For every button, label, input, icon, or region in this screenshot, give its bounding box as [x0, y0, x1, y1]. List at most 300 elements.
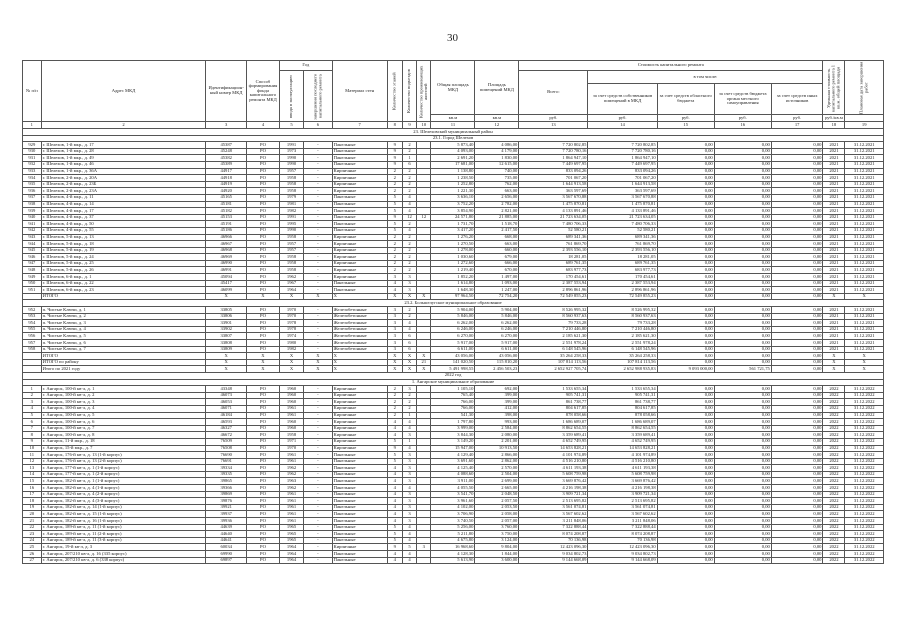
table-cell: 11 — [23, 452, 42, 459]
table-cell: 6 246,00 — [431, 326, 475, 333]
table-cell: 683 977,73 — [519, 267, 588, 274]
col-number: 6 — [304, 122, 333, 129]
table-cell: 4 101 974,89 — [588, 452, 657, 459]
table-cell — [417, 471, 431, 478]
table-row — [23, 194, 884, 201]
table-cell: 7 — [23, 425, 42, 432]
col-header-local: за счет средств бюджета органа местного самоуправления — [714, 84, 771, 115]
table-cell: РО — [247, 234, 280, 241]
table-row — [23, 181, 884, 188]
table-cell: РО — [247, 148, 280, 155]
table-cell: 76690 — [206, 452, 247, 459]
col-header-area-total: Общая площадь МКД — [431, 61, 475, 115]
table-cell: 5 211,80 — [431, 531, 475, 538]
table-cell: 0,00 — [714, 175, 771, 182]
table-cell: 31.12.2022 — [845, 511, 884, 518]
table-cell: - — [304, 471, 333, 478]
table-cell: г. Шелехов, 5-й мкр., д. 24 — [41, 254, 206, 261]
table-cell: 3 909 721,34 — [519, 491, 588, 498]
table-cell: 363 597,69 — [588, 188, 657, 195]
table-cell: 18 281,05 — [588, 254, 657, 261]
table-cell: РО — [247, 504, 280, 511]
table-cell: 4 — [402, 208, 416, 215]
table-cell: 3 — [402, 478, 416, 485]
col-header-plan-date: Плановая дата завершения работ — [845, 61, 884, 115]
table-cell: 33806 — [206, 313, 247, 320]
table-cell: 2 — [387, 168, 402, 175]
table-cell: 2021 — [823, 313, 845, 320]
table-cell: 3 — [402, 386, 416, 393]
table-cell: 0,00 — [657, 214, 714, 221]
table-cell: 0,00 — [714, 181, 771, 188]
table-cell — [417, 234, 431, 241]
table-cell: 3 752,20 — [431, 201, 475, 208]
table-cell: 2 080,00 — [475, 432, 519, 439]
table-cell: 39921 — [206, 504, 247, 511]
table-cell: 0,00 — [657, 208, 714, 215]
table-cell: 2022 — [823, 511, 845, 518]
table-cell: Кирпичные — [332, 412, 387, 419]
table-cell: РО — [247, 161, 280, 168]
table-cell: 1 238,50 — [431, 175, 475, 182]
unit-rub: руб. — [519, 115, 588, 122]
table-cell: 5 608 759,98 — [519, 471, 588, 478]
col-number: 1 — [23, 122, 42, 129]
table-cell: - — [304, 148, 333, 155]
table-cell — [417, 491, 431, 498]
table-cell: 46968 — [206, 247, 247, 254]
table-cell: 70 136,98 — [519, 537, 588, 544]
table-cell: X — [206, 353, 247, 360]
table-cell: 0,00 — [657, 168, 714, 175]
table-cell: г. Ангарск, 189-й кв-л, д. 11 (3-й корпус) — [41, 537, 206, 544]
table-cell: 0,00 — [714, 254, 771, 261]
table-cell: 1979 — [279, 194, 303, 201]
table-row — [23, 412, 884, 419]
table-cell: 4 516 210,80 — [519, 458, 588, 465]
table-cell: 931 — [23, 155, 42, 162]
total-row — [23, 366, 884, 373]
table-cell: 0,00 — [657, 267, 714, 274]
table-cell: 45094 — [206, 274, 247, 281]
table-cell: 1965 — [279, 537, 303, 544]
table-cell: 0,00 — [771, 307, 823, 314]
table-cell: Панельные — [332, 201, 387, 208]
table-cell: 0,00 — [714, 280, 771, 287]
table-cell: 3 417,20 — [431, 227, 475, 234]
table-cell: 1961 — [279, 511, 303, 518]
table-cell: 0,00 — [714, 155, 771, 162]
table-cell: X — [206, 293, 247, 300]
table-cell: г. Шелехов, 5-й мкр., д. 25 — [41, 260, 206, 267]
table-cell — [417, 320, 431, 327]
table-cell: 76508 — [206, 445, 247, 452]
table-cell: 2 — [402, 392, 416, 399]
table-cell: 31.12.2022 — [845, 419, 884, 426]
table-cell: 97 964,50 — [431, 293, 475, 300]
table-cell: 31.12.2021 — [845, 254, 884, 261]
table-cell: 44918 — [206, 175, 247, 182]
table-cell: 941 — [23, 221, 42, 228]
table-cell: 5 904,00 — [431, 307, 475, 314]
table-cell: 8 074 208,87 — [519, 531, 588, 538]
table-cell: 39366 — [206, 485, 247, 492]
table-cell: 45165 — [206, 194, 247, 201]
table-cell: 0,00 — [657, 432, 714, 439]
table-row — [23, 267, 884, 274]
col-number: 19 — [845, 122, 884, 129]
table-cell: X — [247, 293, 280, 300]
table-cell: X — [823, 366, 845, 373]
table-cell: - — [304, 386, 333, 393]
table-cell: РО — [247, 326, 280, 333]
table-cell: 2 — [387, 241, 402, 248]
table-cell: г. Шелехов, 4-й мкр., д. 11 — [41, 194, 206, 201]
table-cell: 1970 — [279, 307, 303, 314]
table-cell: г. Ангарск, 182-й кв-л, д. 4 (1-й корпус) — [41, 485, 206, 492]
table-cell: Панельные — [332, 194, 387, 201]
table-cell: Панельные — [332, 452, 387, 459]
table-cell: 2 691,20 — [431, 155, 475, 162]
table-cell: 1 644 913,58 — [519, 181, 588, 188]
table-cell: 0,00 — [771, 267, 823, 274]
table-cell: X — [206, 359, 247, 366]
table-cell: 3 909 721,34 — [588, 491, 657, 498]
table-cell: 18 281,05 — [519, 254, 588, 261]
table-cell: 7 480 706,33 — [519, 221, 588, 228]
col-number: 4 — [247, 122, 280, 129]
total-row — [23, 293, 884, 300]
table-cell: 2021 — [823, 234, 845, 241]
table-cell: 31.12.2022 — [845, 425, 884, 432]
table-cell: РО — [247, 386, 280, 393]
table-cell: 1961 — [279, 452, 303, 459]
table-cell: 2 504,00 — [475, 471, 519, 478]
table-cell: 115 810,20 — [475, 359, 519, 366]
col-header-unit-cost: Удельная стоимость капитального ремонта 1 кв.м. общей площади — [823, 61, 845, 115]
unit-m2: кв.м — [475, 115, 519, 122]
table-cell: 31.12.2021 — [845, 346, 884, 353]
table-cell: г. Ангарск, 100-й кв-л, д. 6 — [41, 419, 206, 426]
table-cell: 0,00 — [657, 293, 714, 300]
table-cell: 31.12.2021 — [845, 287, 884, 294]
table-cell: 31.12.2021 — [845, 194, 884, 201]
table-cell: 0,00 — [714, 419, 771, 426]
table-cell: 948 — [23, 267, 42, 274]
table-cell: 0,00 — [714, 214, 771, 221]
table-cell: 2 456 503,23 — [475, 366, 519, 373]
table-cell: 2 — [387, 399, 402, 406]
section-title: 23.1. Город Шелехов — [23, 135, 884, 142]
table-cell: 804 617,85 — [588, 405, 657, 412]
table-cell — [417, 260, 431, 267]
col-number: 5 — [279, 122, 303, 129]
table-cell: 31.12.2022 — [845, 412, 884, 419]
table-cell: 4 125,40 — [431, 465, 475, 472]
table-cell: 6 — [23, 419, 42, 426]
table-cell: 399,00 — [475, 399, 519, 406]
table-cell: 8 — [23, 432, 42, 439]
table-cell: 934 — [23, 175, 42, 182]
table-cell: РО — [247, 307, 280, 314]
table-cell: 3 — [402, 280, 416, 287]
table-cell: 3 999,00 — [431, 425, 475, 432]
table-cell: 679,00 — [475, 254, 519, 261]
table-cell: 2 896 861,96 — [519, 287, 588, 294]
table-cell: Панельные — [332, 208, 387, 215]
col-header-year-last: завершения последнего капитального ремонта — [304, 71, 333, 122]
table-cell: 31.12.2022 — [845, 557, 884, 564]
table-cell: 0,00 — [771, 359, 823, 366]
table-cell: 44919 — [206, 181, 247, 188]
table-cell: 0,00 — [714, 531, 771, 538]
table-cell: 3 — [402, 498, 416, 505]
table-cell: 3 567 602,62 — [588, 511, 657, 518]
table-cell: 31.12.2021 — [845, 313, 884, 320]
table-cell: 21 885,00 — [475, 214, 519, 221]
table-cell: 0,00 — [657, 478, 714, 485]
table-cell: 0,00 — [714, 544, 771, 551]
table-cell: 950 — [23, 280, 42, 287]
table-cell: 1 247,00 — [475, 287, 519, 294]
table-cell: 0,00 — [657, 498, 714, 505]
table-cell: г. Ангарск, 182-й кв-л, д. 15 (1-й корпус) — [41, 511, 206, 518]
table-cell: 5 — [387, 438, 402, 445]
table-cell: 0,00 — [714, 412, 771, 419]
table-cell: 4 — [402, 445, 416, 452]
table-cell: 0,00 — [657, 419, 714, 426]
table-cell: 1 — [402, 155, 416, 162]
table-cell: Панельные — [332, 551, 387, 558]
table-cell: 363 597,69 — [519, 188, 588, 195]
table-cell: 31.12.2021 — [845, 175, 884, 182]
table-cell: Железобетонные — [332, 313, 387, 320]
table-cell: РО — [247, 333, 280, 340]
table-cell: 31.12.2022 — [845, 518, 884, 525]
table-cell: 7 720 802,85 — [588, 142, 657, 149]
table-cell: РО — [247, 267, 280, 274]
table-cell: 45417 — [206, 280, 247, 287]
table-cell: 2021 — [823, 175, 845, 182]
table-cell: 1981 — [279, 201, 303, 208]
section-header-row — [23, 372, 884, 379]
table-cell: Панельные — [332, 557, 387, 564]
table-cell: Кирпичные — [332, 234, 387, 241]
table-cell: 20 — [23, 511, 42, 518]
table-cell: 5 — [387, 221, 402, 228]
table-cell: 2 201,00 — [475, 438, 519, 445]
table-cell: Кирпичные — [332, 419, 387, 426]
table-cell: 5 904,00 — [475, 307, 519, 314]
table-cell: 0,00 — [657, 247, 714, 254]
table-cell — [417, 208, 431, 215]
table-cell: 0,00 — [771, 142, 823, 149]
table-cell: X — [387, 353, 402, 360]
table-cell: 0,00 — [771, 386, 823, 393]
table-cell: 5 — [387, 524, 402, 531]
table-row — [23, 260, 884, 267]
table-cell: 4 133 891,46 — [588, 208, 657, 215]
table-cell: 0,00 — [771, 181, 823, 188]
table-cell: 52 580,21 — [519, 227, 588, 234]
table-cell: 46990 — [206, 260, 247, 267]
table-cell: 31.12.2022 — [845, 405, 884, 412]
table-cell: РО — [247, 168, 280, 175]
table-cell — [417, 524, 431, 531]
table-cell: 740,00 — [475, 168, 519, 175]
table-cell: 31.12.2022 — [845, 471, 884, 478]
table-cell: 9 144 668,09 — [519, 557, 588, 564]
table-cell: - — [304, 392, 333, 399]
table-cell: 31.12.2021 — [845, 307, 884, 314]
table-cell: 1 475 870,81 — [519, 201, 588, 208]
table-cell: 6 — [402, 161, 416, 168]
section-title: 1. Ангарское муниципальное образование — [23, 379, 884, 386]
table-cell: 2021 — [823, 148, 845, 155]
table-cell: г. Шелехов, 4-й мкр., д. 17 — [41, 208, 206, 215]
col-number: 17 — [771, 122, 823, 129]
table-cell: 7 210 446,80 — [588, 326, 657, 333]
table-cell: 0,00 — [714, 465, 771, 472]
table-cell: 76509 — [206, 438, 247, 445]
table-cell: 6 — [402, 340, 416, 347]
col-header-material: Материал стен — [332, 61, 387, 122]
table-cell: 5 613,90 — [431, 557, 475, 564]
table-cell: 1 830,00 — [475, 155, 519, 162]
table-cell: 0,00 — [771, 221, 823, 228]
table-cell: 1995 — [279, 221, 303, 228]
table-cell: 6 270,00 — [475, 333, 519, 340]
table-row — [23, 405, 884, 412]
table-cell: 2 057,50 — [475, 498, 519, 505]
table-cell: 1970 — [279, 313, 303, 320]
table-cell: 2 — [402, 307, 416, 314]
table-cell: Панельные — [332, 221, 387, 228]
table-cell: 2 — [387, 392, 402, 399]
unit-rub: руб. — [588, 115, 657, 122]
table-cell: 0,00 — [714, 471, 771, 478]
table-cell — [417, 241, 431, 248]
table-cell: РО — [247, 247, 280, 254]
table-cell — [417, 392, 431, 399]
table-cell: 0,00 — [771, 425, 823, 432]
table-cell: 2022 — [823, 537, 845, 544]
table-cell: 2 866,00 — [475, 452, 519, 459]
table-cell: 2 — [402, 181, 416, 188]
table-cell: 4 — [387, 491, 402, 498]
table-cell: РО — [247, 175, 280, 182]
table-row — [23, 458, 884, 465]
table-cell: Панельные — [332, 280, 387, 287]
table-cell: 31.12.2021 — [845, 234, 884, 241]
col-number: 2 — [41, 122, 206, 129]
table-cell: г. Шелехов, 2-й мкр., д. 23Б — [41, 181, 206, 188]
table-cell: 1 852,20 — [431, 274, 475, 281]
unit-rub: руб. — [714, 115, 771, 122]
table-cell — [417, 412, 431, 419]
table-row — [23, 175, 884, 182]
table-cell — [417, 287, 431, 294]
table-cell: 0,00 — [771, 208, 823, 215]
table-cell: Кирпичные — [332, 425, 387, 432]
table-cell — [417, 405, 431, 412]
table-cell: 2021 — [823, 333, 845, 340]
table-cell: 0,00 — [771, 485, 823, 492]
table-cell: 3 567 670,88 — [588, 194, 657, 201]
table-cell: РО — [247, 531, 280, 538]
table-cell: 1 797,80 — [431, 419, 475, 426]
table-cell — [417, 452, 431, 459]
table-cell: 1958 — [279, 181, 303, 188]
table-cell: 8 526 995,32 — [588, 307, 657, 314]
table-cell: 993,00 — [475, 419, 519, 426]
table-cell: 0,00 — [714, 313, 771, 320]
table-cell: 72 549 855,23 — [519, 293, 588, 300]
table-cell: 3 760,00 — [475, 524, 519, 531]
table-cell: 2021 — [823, 254, 845, 261]
table-cell: 31.12.2021 — [845, 320, 884, 327]
table-row — [23, 399, 884, 406]
table-cell: 5 — [387, 458, 402, 465]
table-cell: 2 513 695,82 — [588, 498, 657, 505]
table-cell: 3 — [402, 518, 416, 525]
table-cell: 2 570,00 — [475, 465, 519, 472]
table-cell: 0,00 — [657, 405, 714, 412]
table-cell: РО — [247, 181, 280, 188]
table-cell: Панельные — [332, 491, 387, 498]
table-cell: 8 862 654,55 — [588, 425, 657, 432]
table-cell: 0,00 — [771, 175, 823, 182]
table-cell — [417, 307, 431, 314]
table-cell: - — [304, 551, 333, 558]
table-cell: 0,00 — [771, 471, 823, 478]
table-cell: 0,00 — [714, 491, 771, 498]
table-cell: 2 053,50 — [475, 504, 519, 511]
table-cell: 25 — [23, 544, 42, 551]
table-cell: РО — [247, 485, 280, 492]
table-cell: 0,00 — [657, 148, 714, 155]
table-cell: РО — [247, 551, 280, 558]
table-cell: Железобетонные — [332, 307, 387, 314]
table-cell: 7 322 888,44 — [519, 524, 588, 531]
table-cell: 4 101 974,89 — [519, 452, 588, 459]
unit-rub: руб. — [657, 115, 714, 122]
table-cell: 1990 — [279, 161, 303, 168]
column-number-row — [23, 122, 884, 129]
table-row — [23, 201, 884, 208]
col-header-in-t-ch: в том числе: — [588, 71, 823, 84]
table-cell: 44641 — [206, 537, 247, 544]
table-cell: 0,00 — [657, 340, 714, 347]
table-cell: 833 094,26 — [588, 168, 657, 175]
table-cell: X — [387, 359, 402, 366]
table-cell: 0,00 — [657, 260, 714, 267]
table-cell: 0,00 — [771, 491, 823, 498]
table-cell: Кирпичные — [332, 267, 387, 274]
table-cell: 72 754,20 — [475, 293, 519, 300]
col-header-entrances: Количество подъездов — [402, 61, 416, 122]
table-cell: 31.12.2022 — [845, 498, 884, 505]
table-cell: 945 — [23, 247, 42, 254]
table-cell: Железобетонные — [332, 346, 387, 353]
table-cell: X — [279, 293, 303, 300]
unit-m2: кв.м — [431, 115, 475, 122]
table-cell: 5 — [387, 537, 402, 544]
table-cell: 3 567 602,62 — [519, 511, 588, 518]
table-cell: 692,00 — [475, 386, 519, 393]
table-cell: 0,00 — [771, 188, 823, 195]
table-cell: 0,00 — [714, 221, 771, 228]
